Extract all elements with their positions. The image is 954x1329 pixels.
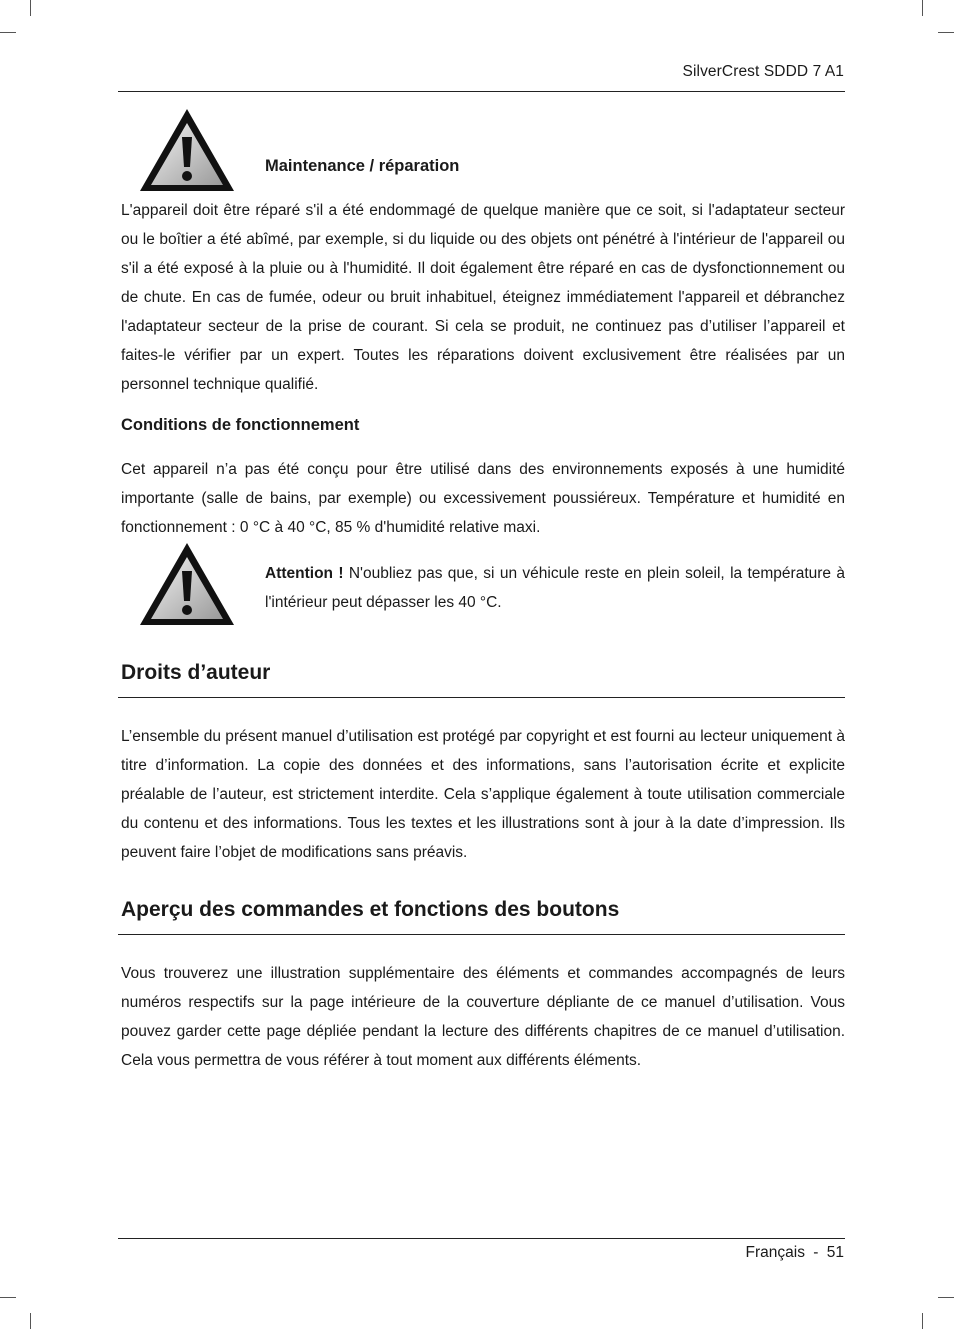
crop-mark [30, 0, 31, 16]
maintenance-paragraph: L'appareil doit être réparé s'il a été endommagé de quelque manière que ce soit, si l'adaptateur secteur ou le boîtier a été abîmé, par exemple, si du liquide ou des objets ont pénétré à l'intérieur de l'appareil ou s'il a été exposé à la pluie ou à l'humidité. Il doit également être réparé en cas de dysfonctionnement ou de chute. En cas de fumée, odeur ou bruit inhabituel, éteignez immédiatement l'appareil et débranchez l'adaptateur secteur de la prise de courant. Si cela se produit, ne continuez pas d’utiliser l’appareil et faites-le vérifier par un expert. Toutes les réparations doivent exclusivement être réalisées par un personnel technique qualifié. [121, 202, 845, 393]
overview-paragraph: Vous trouverez une illustration supplémentaire des éléments et commandes accompagnés de leurs numéros respectifs sur la page intérieure de la couverture dépliante de ce manuel d’utilisation. Vous pouvez garder cette page dépliée pendant la lecture des différents chapitres de ce manuel d’utilisation. Cela vous permettra de vous référer à tout moment aux différents éléments. [121, 965, 845, 1069]
crop-mark [0, 1297, 16, 1298]
crop-mark [922, 1313, 923, 1329]
footer-page-number: 51 [826, 1244, 844, 1261]
copyright-rule [118, 697, 845, 698]
footer-rule [118, 1238, 845, 1239]
crop-mark [938, 32, 954, 33]
footer-language: Français [745, 1244, 805, 1261]
footer-page [746, 1244, 844, 1262]
attention-label: Attention ! [265, 565, 344, 582]
warning-triangle-icon [138, 541, 236, 627]
attention-text: N'oubliez pas que, si un véhicule reste en plein soleil, la température à l'intérieur peut dépasser les 40 °C. [265, 565, 845, 611]
warning-triangle-icon [138, 107, 236, 193]
crop-mark [30, 1313, 31, 1329]
attention-paragraph [265, 559, 845, 617]
copyright-paragraph: L’ensemble du présent manuel d’utilisation est protégé par copyright et est fourni au lecteur uniquement à titre d’information. La copie des données et des informations, sans l’autorisation écrite et explicite préalable de l’auteur, est strictement interdite. Cela s’applique également à toute utilisation commerciale du contenu et des informations. Tous les textes et les illustrations sont à jour à la date d’impression. Ils peuvent faire l’objet de modifications sans préavis. [121, 728, 845, 861]
header-title: SilverCrest SDDD 7 A1 [682, 63, 844, 80]
overview-rule [118, 934, 845, 935]
conditions-heading: Conditions de fonctionnement [121, 416, 360, 434]
crop-mark [938, 1297, 954, 1298]
overview-title: Aperçu des commandes et fonctions des boutons [121, 898, 620, 921]
crop-mark [0, 32, 16, 33]
header-rule [118, 91, 845, 92]
crop-mark [922, 0, 923, 16]
maintenance-heading: Maintenance / réparation [265, 157, 460, 175]
footer-separator: - [813, 1244, 819, 1261]
conditions-paragraph: Cet appareil n’a pas été conçu pour être utilisé dans des environnements exposés à une humidité importante (salle de bains, par exemple) ou excessivement poussiéreux. Température et humidité en fonctionnement : 0 °C à 40 °C, 85 % d'humidité relative maxi. [121, 461, 845, 536]
copyright-title: Droits d’auteur [121, 661, 271, 684]
